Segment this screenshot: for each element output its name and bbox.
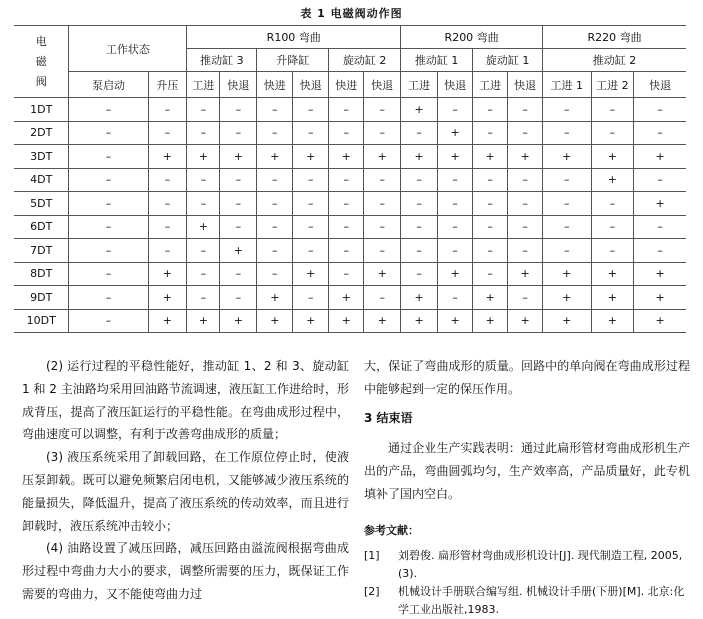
table-cell: + (293, 262, 329, 286)
table-cell: – (473, 239, 508, 263)
table-cell: + (634, 286, 686, 310)
table-cell: – (148, 168, 187, 192)
table-cell: – (293, 168, 329, 192)
column-header: 快进 (329, 72, 364, 98)
table-cell: – (148, 98, 187, 122)
table-cell: – (591, 192, 634, 216)
table-cell: + (220, 145, 257, 169)
table-cell: – (293, 121, 329, 145)
table-cell: + (591, 262, 634, 286)
table-cell: – (591, 121, 634, 145)
table-cell: + (508, 262, 543, 286)
table-cell: – (69, 215, 148, 239)
table-cell: – (438, 98, 473, 122)
table-cell: + (329, 286, 364, 310)
table-cell: + (220, 239, 257, 263)
table-cell: + (508, 309, 543, 333)
row-label: 4DT (14, 168, 69, 192)
table-cell: – (257, 98, 293, 122)
table-cell: – (329, 168, 364, 192)
table-cell: + (257, 309, 293, 333)
table-cell: – (220, 262, 257, 286)
paragraph: 通过企业生产实践表明：通过此扁形管材弯曲成形机生产出的产品，弯曲圆弧均匀，生产效率高，产品质量好，此专机填补了国内空白。 (364, 441, 690, 501)
table-cell: + (591, 286, 634, 310)
table-cell: + (293, 145, 329, 169)
table-cell: – (257, 168, 293, 192)
reference-item: [2] 机械设计手册联合编写组. 机械设计手册(下册)[M]. 北京:化学工业出版社,1983. (364, 584, 685, 616)
table-cell: – (69, 121, 148, 145)
table-cell: – (69, 262, 148, 286)
table-cell: – (220, 286, 257, 310)
table-cell: + (148, 309, 187, 333)
table-cell: – (473, 168, 508, 192)
table-cell: – (293, 192, 329, 216)
column-header: 快进 (257, 72, 293, 98)
table-cell: + (187, 309, 220, 333)
row-label: 5DT (14, 192, 69, 216)
table-row (14, 168, 686, 192)
table-cell: – (187, 239, 220, 263)
row-label: 1DT (14, 98, 69, 122)
table-cell: + (543, 309, 591, 333)
table-cell: + (401, 145, 438, 169)
table-cell: – (257, 239, 293, 263)
left-column (22, 355, 349, 606)
table-row (14, 262, 686, 286)
table-cell: – (508, 239, 543, 263)
table-cell: – (148, 121, 187, 145)
table-cell: + (187, 145, 220, 169)
table-cell: – (220, 98, 257, 122)
table-cell: + (543, 262, 591, 286)
table-cell: – (293, 98, 329, 122)
table-cell: + (591, 168, 634, 192)
subgroup-header: 推动缸 1 (401, 49, 473, 72)
table-cell: – (187, 192, 220, 216)
paragraph: (4) 油路设置了减压回路，减压回路由溢流阀根据弯曲成形过程中弯曲力大小的要求，调整所需要的压力，既保证工作需要的弯曲力，又不能使弯曲力过 (22, 541, 349, 601)
row-label: 6DT (14, 215, 69, 239)
table-cell: – (257, 121, 293, 145)
table-cell: – (591, 215, 634, 239)
column-header: 升压 (148, 72, 187, 98)
table-cell: – (329, 98, 364, 122)
table-cell: – (69, 192, 148, 216)
table-cell: – (543, 239, 591, 263)
table-cell: – (69, 309, 148, 333)
table-row (14, 145, 686, 169)
table-cell: – (401, 121, 438, 145)
table-cell: – (543, 98, 591, 122)
table-cell: – (187, 98, 220, 122)
table-cell: – (329, 239, 364, 263)
column-header: 工进 1 (543, 72, 591, 98)
section-heading: 3 结束语 (364, 410, 413, 425)
table-cell: – (364, 98, 401, 122)
table-cell: + (438, 262, 473, 286)
table-cell: – (364, 286, 401, 310)
table-cell: – (401, 215, 438, 239)
table-cell: + (508, 145, 543, 169)
table-cell: + (634, 145, 686, 169)
row-label: 10DT (14, 309, 69, 333)
table-cell: – (187, 121, 220, 145)
table-cell: + (220, 309, 257, 333)
table-cell: + (257, 145, 293, 169)
table-cell: + (438, 309, 473, 333)
row-label: 9DT (14, 286, 69, 310)
table-cell: – (508, 98, 543, 122)
table-cell: – (364, 121, 401, 145)
column-header: 快退 (293, 72, 329, 98)
table-cell: + (401, 98, 438, 122)
work-state-header: 工作状态 (69, 26, 187, 72)
table-cell: – (220, 215, 257, 239)
table-cell: – (364, 168, 401, 192)
column-header: 快退 (364, 72, 401, 98)
table-cell: – (257, 192, 293, 216)
table-cell: – (220, 121, 257, 145)
group-r200: R200 弯曲 (401, 26, 543, 49)
table-cell: + (187, 215, 220, 239)
table-cell: – (438, 239, 473, 263)
table-cell: + (364, 145, 401, 169)
table-cell: – (69, 168, 148, 192)
column-header: 泵启动 (69, 72, 148, 98)
column-header: 快退 (508, 72, 543, 98)
table-cell: – (473, 121, 508, 145)
table-cell: – (293, 286, 329, 310)
table-cell: + (148, 262, 187, 286)
table-cell: – (69, 98, 148, 122)
column-header: 工进 (401, 72, 438, 98)
table-cell: + (438, 145, 473, 169)
solenoid-action-table (14, 25, 686, 333)
table-cell: + (438, 121, 473, 145)
column-header: 快退 (438, 72, 473, 98)
subgroup-header: 升降缸 (257, 49, 329, 72)
table-cell: – (148, 192, 187, 216)
table-cell: – (508, 121, 543, 145)
row-label: 3DT (14, 145, 69, 169)
table-cell: – (364, 239, 401, 263)
table-cell: – (473, 262, 508, 286)
table-cell: – (473, 215, 508, 239)
table-cell: – (473, 192, 508, 216)
table-cell: – (329, 262, 364, 286)
table-cell: – (329, 215, 364, 239)
table-cell: – (220, 192, 257, 216)
table-cell: – (401, 192, 438, 216)
subgroup-header: 推动缸 3 (187, 49, 257, 72)
table-cell: – (293, 215, 329, 239)
table-cell: + (591, 309, 634, 333)
table-cell: – (187, 286, 220, 310)
table-cell: – (257, 262, 293, 286)
references-title: 参考文献： (364, 523, 419, 537)
subgroup-header: 旋动缸 1 (473, 49, 543, 72)
table-cell: – (508, 168, 543, 192)
table-cell: – (591, 239, 634, 263)
table-cell: – (634, 168, 686, 192)
table-cell: – (438, 215, 473, 239)
table-cell: + (401, 309, 438, 333)
table-cell: + (473, 309, 508, 333)
column-header: 快退 (634, 72, 686, 98)
table-cell: + (364, 262, 401, 286)
table-cell: + (473, 286, 508, 310)
table-cell: – (401, 168, 438, 192)
column-header: 工进 2 (591, 72, 634, 98)
table-cell: – (293, 239, 329, 263)
table-cell: + (634, 192, 686, 216)
table-cell: + (591, 145, 634, 169)
table-cell: – (401, 262, 438, 286)
table-cell: + (634, 262, 686, 286)
table-row (14, 309, 686, 333)
table-row (14, 192, 686, 216)
table-cell: + (148, 286, 187, 310)
paragraph: 大，保证了弯曲成形的质量。回路中的单向阀在弯曲成形过程中能够起到一定的保压作用。 (364, 359, 690, 396)
table-cell: – (401, 239, 438, 263)
table-cell: + (293, 309, 329, 333)
table-cell: – (364, 215, 401, 239)
table-cell: – (257, 215, 293, 239)
table-row (14, 286, 686, 310)
table-cell: – (438, 168, 473, 192)
table-cell: – (69, 145, 148, 169)
table-cell: – (508, 286, 543, 310)
right-column (364, 355, 690, 619)
table-cell: + (364, 309, 401, 333)
table-cell: – (438, 286, 473, 310)
row-label: 2DT (14, 121, 69, 145)
table-row (14, 239, 686, 263)
table-cell: – (543, 215, 591, 239)
table-cell: – (634, 121, 686, 145)
table-cell: + (329, 309, 364, 333)
group-r100: R100 弯曲 (187, 26, 401, 49)
paragraph: (2) 运行过程的平稳性能好，推动缸 1、2 和 3、旋动缸 1 和 2 主油路均采用回油路节流调速，液压缸工作进给时，形成背压，提高了液压缸运行的平稳性能。在弯曲成形过程中，弯曲速度可以调整，有利于改善弯曲成形的质量； (22, 359, 349, 442)
table-cell: – (220, 168, 257, 192)
subgroup-header: 推动缸 2 (543, 49, 686, 72)
table-cell: + (473, 145, 508, 169)
table-cell: + (329, 145, 364, 169)
table-cell: – (591, 98, 634, 122)
table-cell: – (187, 168, 220, 192)
row-label: 7DT (14, 239, 69, 263)
table-cell: – (508, 192, 543, 216)
group-r220: R220 弯曲 (543, 26, 686, 49)
table-cell: – (543, 192, 591, 216)
table-cell: – (329, 192, 364, 216)
table-cell: – (69, 286, 148, 310)
table-cell: – (148, 215, 187, 239)
table-cell: + (634, 309, 686, 333)
table-cell: + (401, 286, 438, 310)
table-cell: – (634, 98, 686, 122)
valve-header: 电 磁 阀 (14, 26, 69, 98)
column-header: 工进 (473, 72, 508, 98)
reference-item: [1] 刘碧俊. 扁形管材弯曲成形机设计[J]. 现代制造工程, 2005,(3). (364, 548, 683, 580)
table-row (14, 98, 686, 122)
table-cell: – (543, 168, 591, 192)
column-header: 工进 (187, 72, 220, 98)
table-cell: + (257, 286, 293, 310)
table-cell: + (148, 145, 187, 169)
row-label: 8DT (14, 262, 69, 286)
paragraph: (3) 液压系统采用了卸载回路，在工作原位停止时，使液压泵卸载。既可以避免频繁启闭电机，又能够减少液压系统的能量损失，降低温升，提高了液压系统的传动效率，而且进行卸载时，液压系统冲击较小； (22, 450, 349, 533)
table-cell: – (473, 98, 508, 122)
table-cell: + (543, 286, 591, 310)
table-row (14, 121, 686, 145)
column-header: 快退 (220, 72, 257, 98)
table-cell: – (543, 121, 591, 145)
table-cell: – (634, 239, 686, 263)
subgroup-header: 旋动缸 2 (329, 49, 401, 72)
table-cell: – (508, 215, 543, 239)
table-caption: 表 1 电磁阀动作图 (300, 7, 403, 20)
table-cell: + (543, 145, 591, 169)
table-cell: – (187, 262, 220, 286)
table-cell: – (634, 215, 686, 239)
table-cell: – (69, 239, 148, 263)
table-cell: – (438, 192, 473, 216)
table-row (14, 215, 686, 239)
table-cell: – (364, 192, 401, 216)
table-cell: – (329, 121, 364, 145)
table-cell: – (148, 239, 187, 263)
